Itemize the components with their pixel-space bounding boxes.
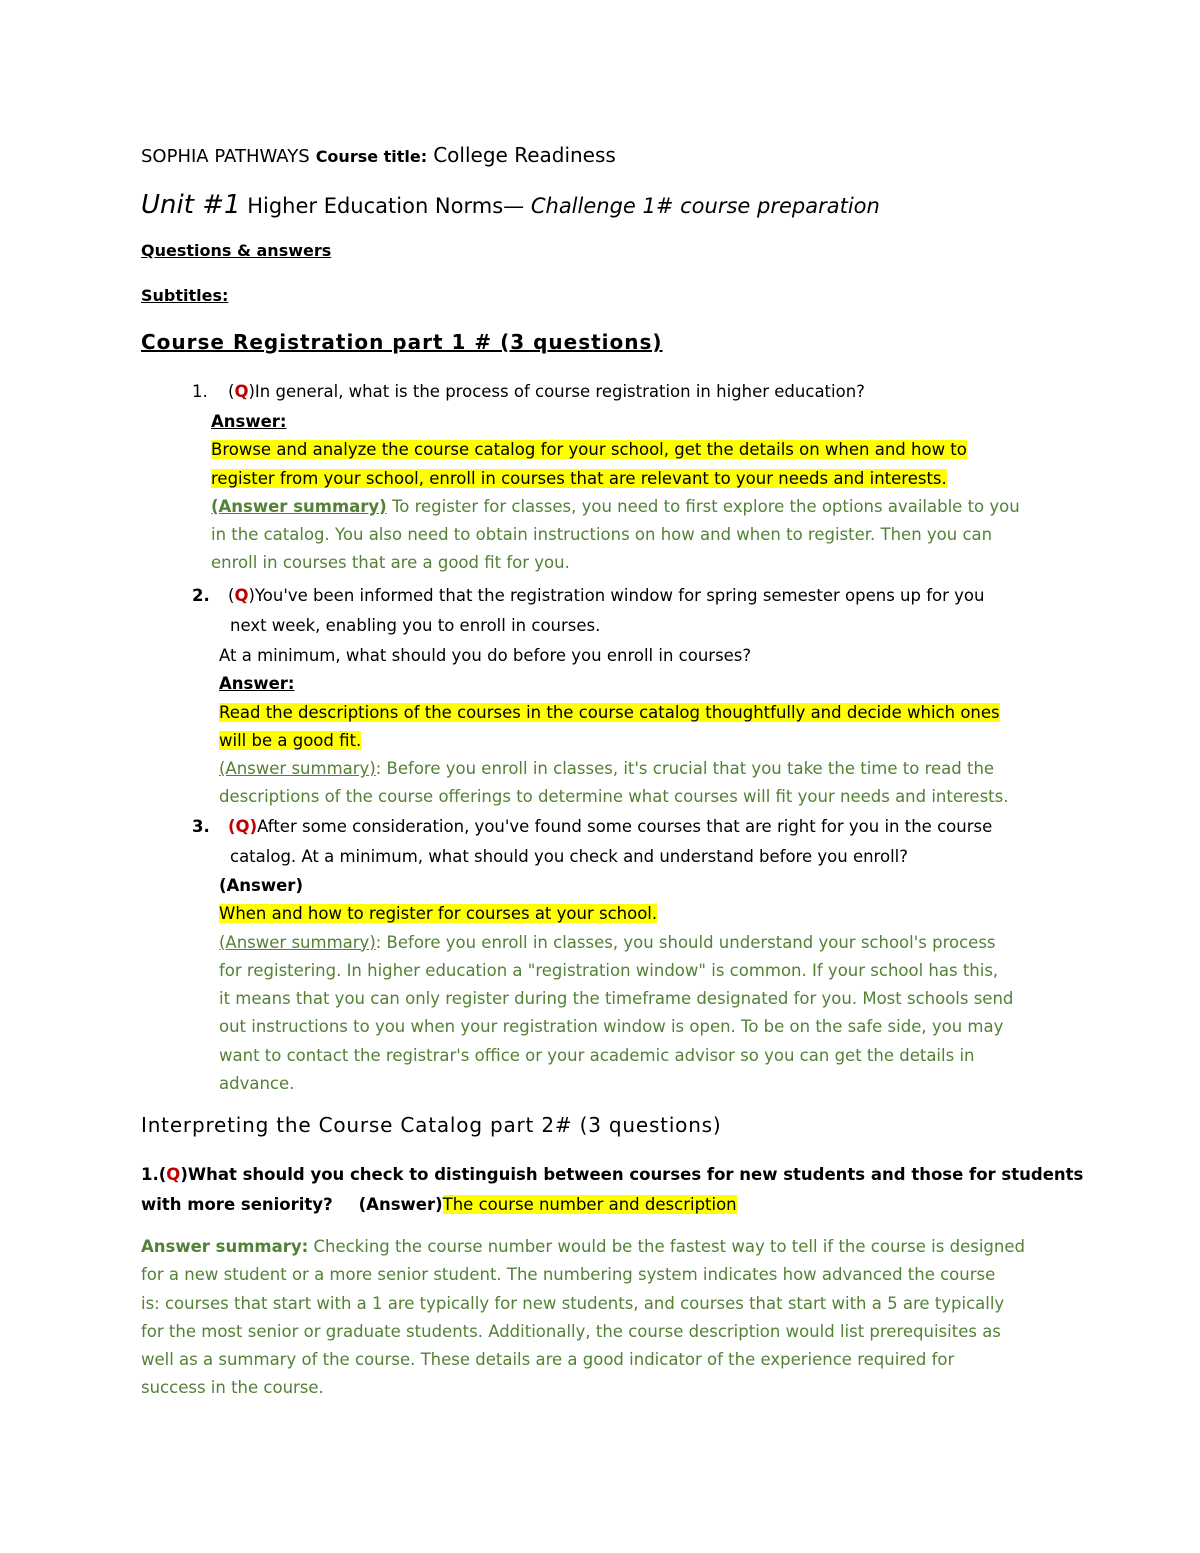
- s2-q1-summary-line: is: courses that start with a 1 are typically for new students, and courses that start with a 5 are typically: [141, 1293, 1005, 1313]
- q1-answer-label: Answer:: [211, 412, 287, 431]
- unit-topic: Higher Education Norms—: [247, 194, 525, 218]
- q-marker: Q: [166, 1165, 181, 1184]
- q1-text: In general, what is the process of course registration in higher education?: [254, 382, 865, 401]
- s2-q1-summary-label: Answer summary:: [141, 1237, 309, 1256]
- s2-q1-summary-line: Checking the course number would be the fastest way to tell if the course is designed: [308, 1237, 1025, 1256]
- s2-q1-number: 1.: [141, 1165, 159, 1184]
- q-marker: Q: [234, 382, 249, 401]
- q2-summary-label: (Answer summary): [219, 759, 376, 779]
- s2-q1-summary-line: well as a summary of the course. These details are a good indicator of the experience required for: [141, 1350, 955, 1370]
- q2-text-line: next week, enabling you to enroll in courses.: [230, 616, 601, 635]
- q2-answer-label: Answer:: [219, 674, 295, 694]
- q3-summary-line: want to contact the registrar's office or your academic advisor so you can get the details in: [219, 1045, 975, 1065]
- q2-summary-line: : Before you enroll in classes, it's crucial that you take the time to read the: [375, 759, 995, 779]
- q2-answer-line: will be a good fit.: [219, 730, 362, 750]
- q1-summary-line: in the catalog. You also need to obtain instructions on how and when to register. Then you can: [211, 525, 993, 545]
- q1-summary-line: enroll in courses that are a good fit for you.: [211, 553, 570, 573]
- q2-text-line: At a minimum, what should you do before you enroll in courses?: [219, 646, 752, 665]
- s2-q1-text-line: with more seniority?: [141, 1194, 333, 1214]
- q3-text-line: After some consideration, you've found some courses that are right for you in the course: [257, 817, 993, 836]
- challenge-title: Challenge 1# course preparation: [530, 194, 880, 218]
- q3-summary-label: (Answer summary): [219, 932, 376, 952]
- s2-q1-text-line: What should you check to distinguish between courses for new students and those for students: [187, 1165, 1084, 1184]
- q3-summary-line: for registering. In higher education a "registration window" is common. If your school has this,: [219, 960, 999, 980]
- q3-summary-line: : Before you enroll in classes, you should understand your school's process: [375, 932, 996, 952]
- unit-number: Unit #1: [141, 190, 241, 220]
- q1-summary-line: To register for classes, you need to first explore the options available to you: [386, 496, 1020, 516]
- course-header: [141, 143, 616, 167]
- q3-question: [228, 813, 992, 841]
- s2-q1-summary: [141, 1233, 1025, 1403]
- s2-q1-answer: The course number and description: [442, 1194, 737, 1214]
- course-title-label: Course title:: [315, 147, 428, 166]
- q1-question: (Q)In general, what is the process of course registration in higher education?: [228, 382, 865, 401]
- q1-summary-label: (Answer summary): [211, 496, 387, 516]
- section2-heading: Interpreting the Course Catalog part 2# (3 questions): [141, 1113, 722, 1137]
- q2-question: (Q)You've been informed that the registration window for spring semester opens up for you: [228, 586, 985, 605]
- q3-text-line: catalog. At a minimum, what should you check and understand before you enroll?: [230, 847, 908, 866]
- section1-heading: Course Registration part 1 # (3 questions): [141, 330, 663, 354]
- q3-summary-line: it means that you can only register during the timeframe designated for you. Most schools send: [219, 989, 1014, 1009]
- q3-summary-line: advance.: [219, 1074, 295, 1094]
- q2-answer-line: Read the descriptions of the courses in the course catalog thoughtfully and decide which ones: [219, 702, 1000, 722]
- subtitles-label: Subtitles:: [141, 286, 229, 305]
- q3-answer-line: When and how to register for courses at your school.: [219, 904, 658, 924]
- qa-label: Questions & answers: [141, 241, 332, 260]
- q2-text-line: You've been informed that the registration window for spring semester opens up for you: [254, 586, 985, 605]
- q2-answer-block: [219, 642, 1009, 812]
- unit-header: [141, 190, 880, 220]
- q1-number: 1.: [192, 382, 208, 401]
- s2-q1-summary-line: for a new student or a more senior student. The numbering system indicates how advanced the course: [141, 1265, 996, 1285]
- q3-number: 3.: [192, 817, 210, 836]
- q1-answer-line: register from your school, enroll in courses that are relevant to your needs and interests.: [211, 468, 947, 488]
- s2-q1-block: 1.(Q)What should you check to distinguish between courses for new students and those for students with more seniority? (Answer)The course number and description: [141, 1165, 1084, 1214]
- q-marker: Q: [234, 586, 249, 605]
- q3-answer-label: (Answer): [219, 876, 303, 895]
- q3-marker: (Q): [228, 817, 258, 836]
- brand-name: SOPHIA PATHWAYS: [141, 146, 310, 167]
- s2-q1-summary-line: success in the course.: [141, 1378, 324, 1398]
- q1-answer-block: [211, 408, 1020, 578]
- q1-answer-line: Browse and analyze the course catalog for your school, get the details on when and how to: [211, 440, 967, 460]
- q3-summary-line: out instructions to you when your registration window is open. To be on the safe side, you may: [219, 1017, 1004, 1037]
- q2-summary-line: descriptions of the course offerings to determine what courses will fit your needs and interests.: [219, 787, 1009, 807]
- s2-q1-answer-label: (Answer): [358, 1194, 443, 1214]
- s2-q1-summary-line: for the most senior or graduate students. Additionally, the course description would list prerequisites as: [141, 1321, 1001, 1341]
- q3-answer-block: [219, 872, 1013, 1098]
- course-title: College Readiness: [433, 143, 616, 167]
- q2-number: 2.: [192, 586, 210, 605]
